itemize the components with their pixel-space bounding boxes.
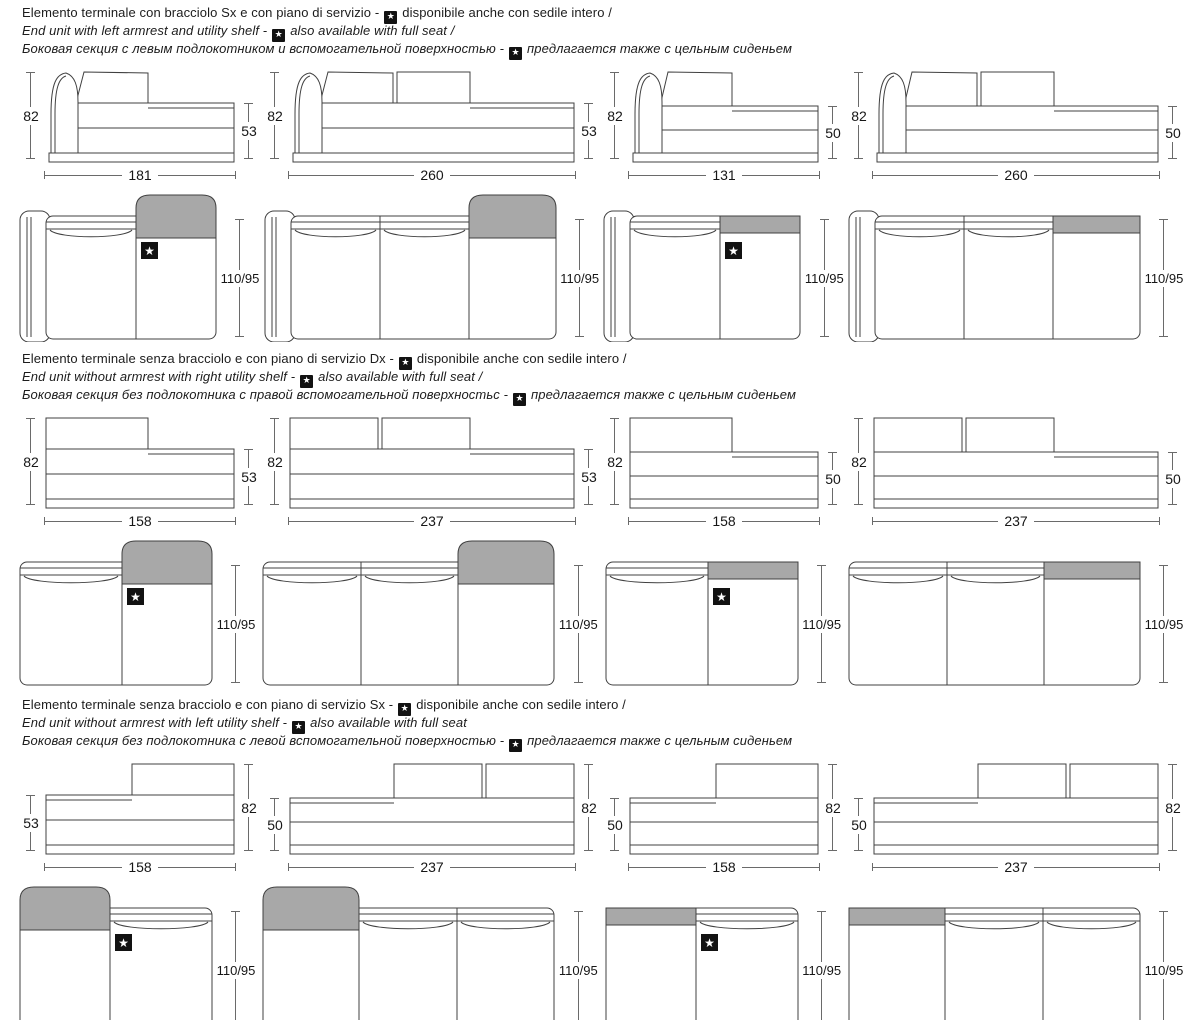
plan-unit — [18, 538, 258, 688]
height-dimension-label: 82 — [851, 107, 867, 124]
plan-view-drawing — [847, 538, 1142, 688]
dimension-guide — [556, 565, 600, 688]
depth-dimension-label: 110/95 — [802, 962, 842, 978]
depth-dimension-label: 110/95 — [216, 962, 256, 978]
back-cushion — [397, 72, 470, 103]
plan-view-drawing — [847, 884, 1142, 1020]
dimension-guide — [236, 764, 262, 856]
width-dimension-label: 237 — [1004, 859, 1028, 875]
height-dimension-label: 82 — [851, 453, 867, 470]
plan-drawing-area — [847, 538, 1186, 688]
back-cushion — [874, 418, 962, 452]
width-dimension — [288, 858, 576, 876]
front-view-drawing — [44, 68, 236, 164]
plan-views-row — [18, 192, 1186, 342]
star-icon: ★ — [715, 590, 727, 604]
front-unit — [846, 414, 1186, 530]
plan-view-drawing — [263, 192, 558, 342]
back-cushion — [46, 418, 148, 449]
back-cushion — [716, 764, 818, 798]
dimension-guide — [576, 103, 602, 164]
full-seat-star-badge — [513, 393, 526, 406]
utility-shelf-gray — [458, 541, 554, 584]
plinth — [877, 153, 1158, 162]
front-drawing-area — [18, 760, 262, 856]
plinth — [49, 153, 234, 162]
section-end-unit-left-armrest — [18, 6, 1186, 342]
section-heading — [22, 352, 1186, 406]
plan-view-drawing — [261, 884, 556, 1020]
width-dimension-label: 158 — [128, 859, 152, 875]
depth-dimension-label: 110/95 — [1144, 270, 1184, 286]
utility-shelf-gray — [122, 541, 212, 584]
plan-unit — [18, 192, 262, 342]
width-dimension-label: 158 — [128, 513, 152, 529]
back-cushion — [981, 72, 1054, 106]
front-drawing-area — [846, 68, 1186, 164]
height-dimension-label: 53 — [581, 123, 597, 139]
height-dimension-label: 82 — [23, 453, 39, 470]
star-icon: ★ — [401, 358, 410, 368]
heading-line-english — [22, 370, 1186, 388]
plan-drawing-area — [261, 538, 600, 688]
heading-line-italian — [22, 698, 1186, 716]
utility-shelf-gray — [606, 908, 696, 925]
back-cushion — [382, 418, 470, 449]
back-cushion — [1070, 764, 1158, 798]
heading-text: Elemento terminale senza bracciolo e con piano di servizio Sx - — [22, 697, 394, 712]
depth-dimension-label: 110/95 — [558, 962, 598, 978]
plan-unit — [18, 884, 258, 1020]
plan-drawing-area — [18, 884, 258, 1020]
dimension-guide — [558, 219, 602, 342]
star-icon: ★ — [118, 936, 129, 950]
height-dimension-label: 82 — [825, 799, 841, 816]
plan-unit — [261, 884, 600, 1020]
heading-line-italian — [22, 352, 1186, 370]
plan-drawing-area — [263, 192, 602, 342]
width-dimension-label: 260 — [1004, 167, 1028, 183]
front-view-drawing — [872, 760, 1160, 856]
star-icon: ★ — [144, 244, 155, 258]
width-dimension — [44, 166, 236, 184]
plan-drawing-area — [261, 884, 600, 1020]
width-dimension-label: 260 — [420, 167, 444, 183]
heading-text: End unit without armrest with right utility shelf - — [22, 369, 296, 384]
dimension-guide — [602, 72, 628, 164]
height-dimension-label: 82 — [607, 453, 623, 470]
front-views-row — [18, 414, 1186, 530]
front-unit — [18, 760, 262, 876]
height-dimension-label: 82 — [267, 453, 283, 470]
depth-dimension-label: 110/95 — [1144, 616, 1184, 632]
dimension-guide — [18, 795, 44, 856]
front-unit — [846, 68, 1186, 184]
dimension-guide — [802, 219, 846, 342]
plan-view-drawing — [602, 192, 802, 342]
plan-drawing-area — [18, 538, 258, 688]
width-dimension-label: 131 — [712, 167, 736, 183]
heading-text: also available with full seat — [310, 715, 467, 730]
plan-view-drawing — [847, 192, 1142, 342]
plan-view-drawing — [604, 884, 800, 1020]
plan-view-drawing — [604, 538, 800, 688]
plan-view-drawing — [261, 538, 556, 688]
width-dimension — [288, 166, 576, 184]
dimension-guide — [18, 72, 44, 164]
width-dimension-label: 237 — [420, 513, 444, 529]
dimension-guide — [236, 103, 262, 164]
height-dimension-label: 53 — [241, 123, 257, 139]
plinth — [290, 845, 574, 854]
dimension-guide — [800, 565, 844, 688]
unit-body — [875, 216, 1140, 339]
front-drawing-area — [262, 760, 602, 856]
dimension-guide — [576, 764, 602, 856]
width-dimension-label: 158 — [712, 859, 736, 875]
unit-body — [630, 216, 800, 339]
depth-dimension-label: 110/95 — [802, 616, 842, 632]
dimension-guide — [602, 798, 628, 856]
plan-drawing-area — [847, 192, 1186, 342]
height-dimension-label: 50 — [607, 816, 623, 833]
width-dimension — [872, 512, 1160, 530]
dimension-guide — [846, 72, 872, 164]
back-cushion — [966, 418, 1054, 452]
heading-text: disponibile anche con sedile intero / — [416, 697, 626, 712]
plan-unit — [604, 538, 844, 688]
star-icon: ★ — [511, 48, 520, 58]
heading-text: End unit without armrest with left utility shelf - — [22, 715, 288, 730]
width-dimension — [628, 858, 820, 876]
plan-unit — [604, 884, 844, 1020]
heading-line-russian — [22, 734, 1186, 752]
front-drawing-area — [602, 68, 846, 164]
front-view-drawing — [44, 760, 236, 856]
back-cushion — [290, 418, 378, 449]
depth-dimension-label: 110/95 — [560, 270, 600, 286]
dimension-guide — [1160, 106, 1186, 164]
depth-dimension-label: 110/95 — [220, 270, 260, 286]
front-unit — [262, 760, 602, 876]
dimension-guide — [1160, 764, 1186, 856]
height-dimension-label: 82 — [267, 107, 283, 124]
section-end-unit-left-shelf — [18, 698, 1186, 1020]
front-drawing-area — [18, 414, 262, 510]
utility-shelf-gray — [1044, 562, 1140, 579]
utility-shelf-gray — [136, 195, 216, 238]
height-dimension-label: 82 — [23, 107, 39, 124]
full-seat-star-badge — [509, 47, 522, 60]
front-unit — [18, 414, 262, 530]
full-seat-star-badge — [509, 739, 522, 752]
dimension-guide — [556, 911, 600, 1020]
depth-dimension-label: 110/95 — [216, 616, 256, 632]
plan-unit — [602, 192, 846, 342]
star-icon: ★ — [302, 376, 311, 386]
front-view-drawing — [872, 414, 1160, 510]
width-dimension — [44, 512, 236, 530]
front-view-drawing — [628, 760, 820, 856]
dimension-guide — [236, 449, 262, 510]
front-view-drawing — [628, 414, 820, 510]
heading-text: Elemento terminale con bracciolo Sx e con piano di servizio - — [22, 5, 380, 20]
plan-drawing-area — [18, 192, 262, 342]
front-view-drawing — [628, 68, 820, 164]
plinth — [630, 499, 818, 508]
height-dimension-label: 82 — [607, 107, 623, 124]
dimension-guide — [820, 106, 846, 164]
star-icon: ★ — [511, 740, 520, 750]
dimension-guide — [262, 418, 288, 510]
utility-shelf-gray — [263, 887, 359, 930]
heading-text: Elemento terminale senza bracciolo e con piano di servizio Dx - — [22, 351, 394, 366]
heading-text: предлагается также с цельным сиденьем — [531, 387, 796, 402]
plan-unit — [261, 538, 600, 688]
back-cushion — [394, 764, 482, 798]
heading-text: Боковая секция с левым подлокотником и вспомогательной поверхностью - — [22, 41, 505, 56]
heading-line-russian — [22, 388, 1186, 406]
width-dimension — [288, 512, 576, 530]
star-icon: ★ — [400, 704, 409, 714]
utility-shelf-gray — [720, 216, 800, 233]
back-cushion — [904, 72, 977, 106]
plan-views-row — [18, 538, 1186, 688]
front-drawing-area — [846, 414, 1186, 510]
plan-drawing-area — [604, 538, 844, 688]
plinth — [874, 499, 1158, 508]
heading-line-italian — [22, 6, 1186, 24]
back-cushion — [486, 764, 574, 798]
plan-drawing-area — [602, 192, 846, 342]
utility-shelf-gray — [708, 562, 798, 579]
plinth — [633, 153, 818, 162]
back-cushion — [978, 764, 1066, 798]
heading-text: also available with full seat / — [318, 369, 483, 384]
width-dimension — [872, 166, 1160, 184]
front-drawing-area — [18, 68, 262, 164]
heading-text: Боковая секция без подлокотника с правой вспомогательной поверхностьс - — [22, 387, 509, 402]
dimension-guide — [576, 449, 602, 510]
plan-view-drawing — [18, 192, 218, 342]
star-icon: ★ — [130, 590, 141, 604]
dimension-guide — [602, 418, 628, 510]
plan-view-drawing — [18, 538, 214, 688]
dimension-guide — [214, 565, 258, 688]
front-unit — [262, 414, 602, 530]
heading-text: Боковая секция без подлокотника с левой вспомогательной поверхностью - — [22, 733, 505, 748]
dimension-guide — [18, 418, 44, 510]
width-dimension-label: 237 — [1004, 513, 1028, 529]
front-unit — [602, 68, 846, 184]
front-drawing-area — [602, 760, 846, 856]
front-view-drawing — [288, 68, 576, 164]
height-dimension-label: 50 — [267, 816, 283, 833]
utility-shelf-gray — [1053, 216, 1140, 233]
dimension-guide — [1160, 452, 1186, 510]
width-dimension-label: 181 — [128, 167, 152, 183]
front-unit — [18, 68, 262, 184]
height-dimension-label: 53 — [23, 815, 39, 831]
depth-dimension-label: 110/95 — [804, 270, 844, 286]
dimension-guide — [820, 452, 846, 510]
dimension-guide — [800, 911, 844, 1020]
star-icon: ★ — [274, 30, 283, 40]
utility-shelf-gray — [469, 195, 556, 238]
width-dimension-label: 237 — [420, 859, 444, 875]
front-view-drawing — [872, 68, 1160, 164]
plan-drawing-area — [847, 884, 1186, 1020]
unit-body — [606, 562, 798, 685]
utility-shelf-gray — [849, 908, 945, 925]
plinth — [874, 845, 1158, 854]
star-icon: ★ — [515, 394, 524, 404]
heading-text: disponibile anche con sedile intero / — [402, 5, 612, 20]
back-cushion — [660, 72, 732, 106]
front-drawing-area — [602, 414, 846, 510]
height-dimension-label: 50 — [851, 816, 867, 833]
plinth — [46, 845, 234, 854]
plan-view-drawing — [18, 884, 214, 1020]
heading-text: предлагается также с цельным сиденьем — [527, 41, 793, 56]
dimension-guide — [846, 418, 872, 510]
width-dimension — [628, 166, 820, 184]
heading-line-english — [22, 716, 1186, 734]
width-dimension-label: 158 — [712, 513, 736, 529]
plan-views-row — [18, 884, 1186, 1020]
height-dimension-label: 53 — [581, 469, 597, 485]
dimension-guide — [846, 798, 872, 856]
height-dimension-label: 50 — [825, 470, 841, 487]
back-cushion — [132, 764, 234, 795]
heading-text: also available with full seat / — [290, 23, 455, 38]
depth-dimension-label: 110/95 — [1144, 962, 1184, 978]
front-unit — [602, 414, 846, 530]
plan-unit — [263, 192, 602, 342]
dimension-guide — [1142, 219, 1186, 342]
heading-line-english — [22, 24, 1186, 42]
back-cushion — [630, 418, 732, 452]
front-unit — [262, 68, 602, 184]
dimension-guide — [214, 911, 258, 1020]
plinth — [46, 499, 234, 508]
star-icon: ★ — [728, 244, 740, 258]
height-dimension-label: 82 — [241, 799, 257, 816]
star-icon: ★ — [703, 936, 715, 950]
front-drawing-area — [262, 68, 602, 164]
plan-drawing-area — [604, 884, 844, 1020]
dimension-guide — [262, 72, 288, 164]
dimension-guide — [262, 798, 288, 856]
height-dimension-label: 82 — [1165, 799, 1181, 816]
plan-unit — [847, 884, 1186, 1020]
star-icon: ★ — [386, 12, 395, 22]
back-cushion — [76, 72, 148, 103]
height-dimension-label: 53 — [241, 469, 257, 485]
dimension-guide — [820, 764, 846, 856]
front-drawing-area — [262, 414, 602, 510]
front-views-row — [18, 68, 1186, 184]
heading-text: End unit with left armrest and utility shelf - — [22, 23, 268, 38]
width-dimension — [872, 858, 1160, 876]
heading-text: предлагается также с цельным сиденьем — [527, 733, 793, 748]
height-dimension-label: 50 — [1165, 124, 1181, 141]
height-dimension-label: 82 — [581, 799, 597, 816]
plinth — [630, 845, 818, 854]
dimension-guide — [218, 219, 262, 342]
front-view-drawing — [288, 760, 576, 856]
width-dimension — [628, 512, 820, 530]
back-cushion — [320, 72, 393, 103]
utility-shelf-gray — [20, 887, 110, 930]
height-dimension-label: 50 — [825, 124, 841, 141]
plinth — [293, 153, 574, 162]
front-view-drawing — [288, 414, 576, 510]
heading-text: disponibile anche con sedile intero / — [416, 351, 627, 366]
width-dimension — [44, 858, 236, 876]
dimension-guide — [1142, 911, 1186, 1020]
plan-unit — [847, 192, 1186, 342]
front-view-drawing — [44, 414, 236, 510]
heading-line-russian — [22, 42, 1186, 60]
front-unit — [602, 760, 846, 876]
section-heading — [22, 698, 1186, 752]
depth-dimension-label: 110/95 — [558, 616, 598, 632]
front-views-row — [18, 760, 1186, 876]
plinth — [290, 499, 574, 508]
unit-body — [849, 562, 1140, 685]
plan-unit — [847, 538, 1186, 688]
section-heading — [22, 6, 1186, 60]
section-end-unit-right-shelf — [18, 352, 1186, 688]
star-icon: ★ — [294, 722, 303, 732]
front-drawing-area — [846, 760, 1186, 856]
height-dimension-label: 50 — [1165, 470, 1181, 487]
front-unit — [846, 760, 1186, 876]
dimension-guide — [1142, 565, 1186, 688]
